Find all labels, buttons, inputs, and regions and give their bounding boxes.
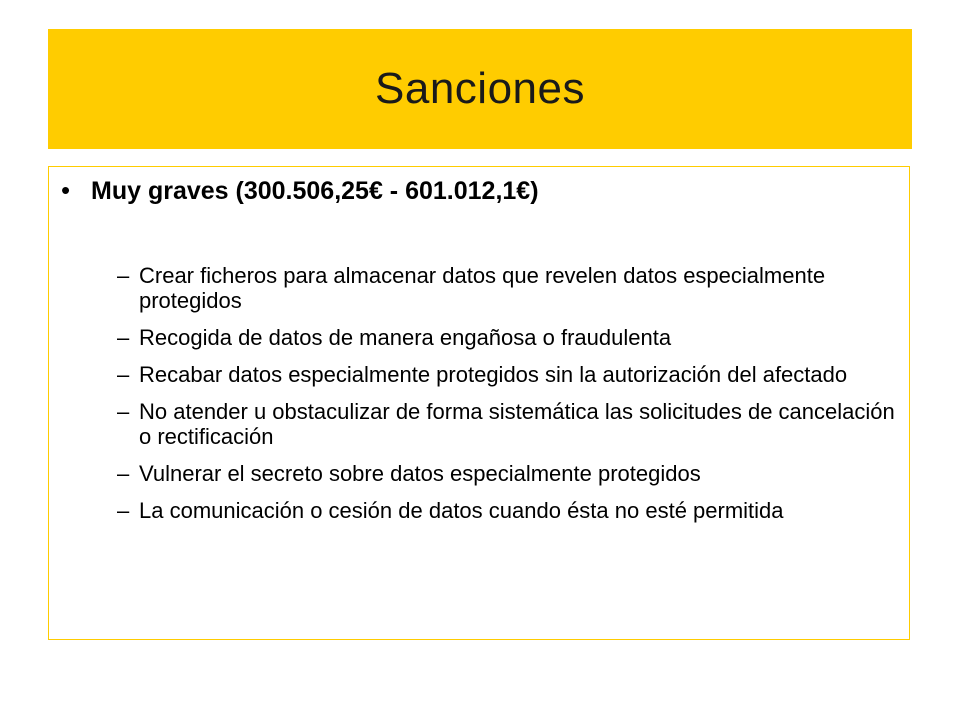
list-item-text: Vulnerar el secreto sobre datos especialmente protegidos — [139, 461, 701, 486]
dash-marker: – — [117, 399, 130, 424]
list-item — [117, 399, 897, 449]
list-item-text: Crear ficheros para almacenar datos que revelen datos especialmente protegidos — [139, 263, 826, 313]
slide-title: Sanciones — [375, 64, 585, 113]
list-item-text: La comunicación o cesión de datos cuando ésta no esté permitida — [139, 498, 784, 523]
list-item-text: Recabar datos especialmente protegidos sin la autorización del afectado — [139, 362, 848, 387]
list-item — [117, 461, 897, 486]
bullet-heading: Muy graves (300.506,25€ - 601.012,1€) — [91, 177, 539, 205]
list-item — [117, 362, 897, 387]
sanction-list — [117, 263, 897, 535]
dash-marker: – — [117, 263, 130, 288]
list-item-text: Recogida de datos de manera engañosa o fraudulenta — [139, 325, 672, 350]
main-bullet — [61, 175, 539, 206]
list-item — [117, 263, 897, 313]
bullet-marker: • — [61, 175, 71, 205]
list-item-text: No atender u obstaculizar de forma sistemática las solicitudes de cancelación o rectificación — [139, 399, 895, 449]
list-item — [117, 325, 897, 350]
content-box — [48, 166, 910, 640]
dash-marker: – — [117, 461, 130, 486]
dash-marker: – — [117, 498, 130, 523]
list-item — [117, 498, 897, 523]
dash-marker: – — [117, 362, 130, 387]
dash-marker: – — [117, 325, 130, 350]
title-banner — [48, 29, 912, 149]
